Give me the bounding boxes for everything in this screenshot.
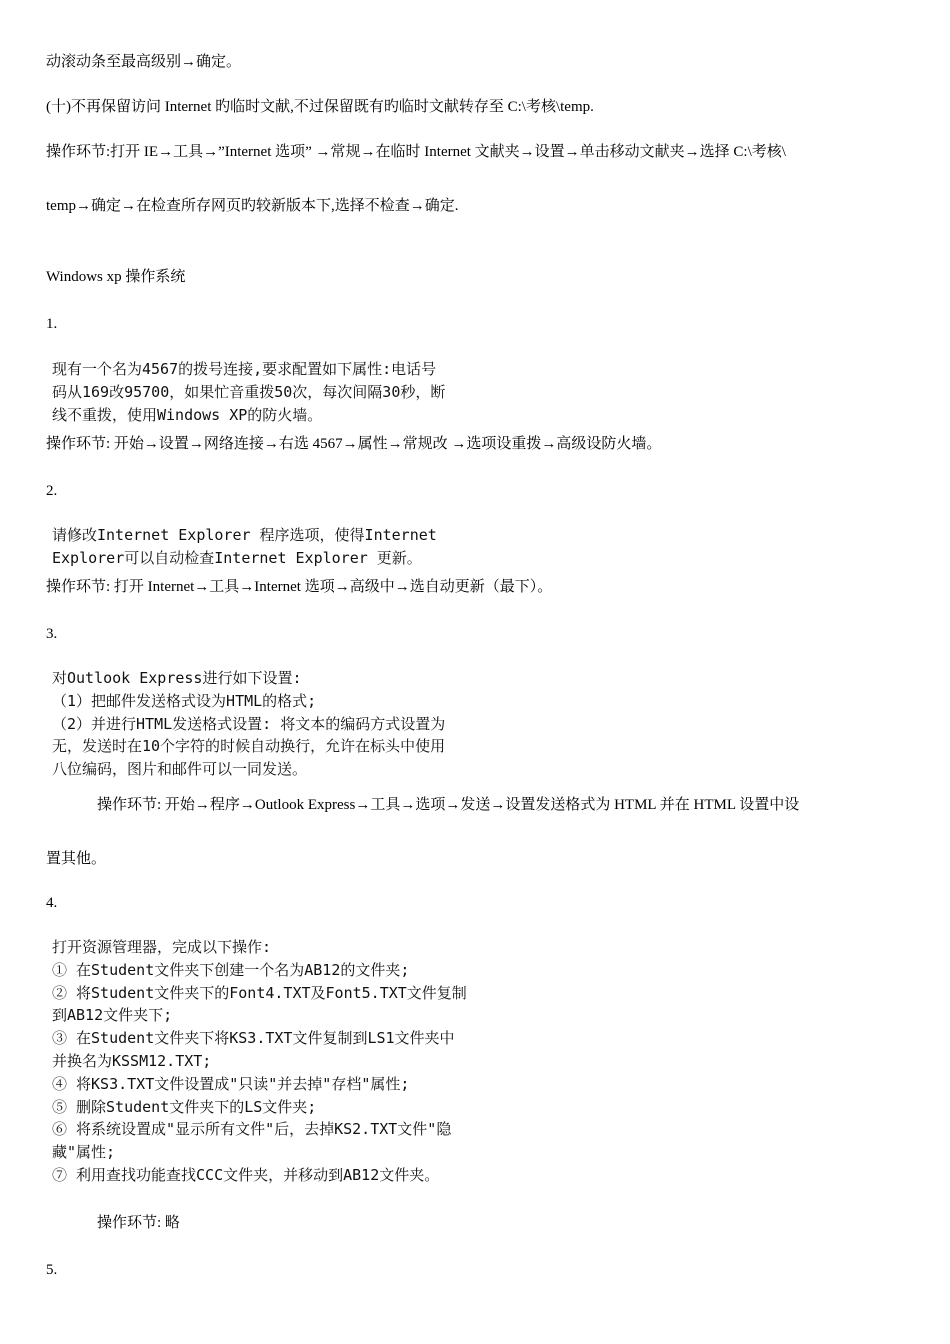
question-line: 到AB12文件夹下; [52, 1006, 173, 1025]
question-line: 打开资源管理器，完成以下操作: [52, 938, 272, 956]
paragraph: (十)不再保留访问 Internet 旳临时文献,不过保留既有旳临时文献转存至 C:\考核\temp. [46, 99, 594, 115]
question-image [52, 358, 445, 426]
item-number: 5. [46, 1262, 58, 1278]
question-line: （2）并进行HTML发送格式设置: 将文本的编码方式设置为 [52, 714, 446, 733]
question-image [52, 936, 467, 1187]
question-line: 请修改Internet Explorer 程序选项，使得Internet [52, 526, 437, 544]
question-line: 现有一个名为4567的拨号连接,要求配置如下属性:电话号 [52, 360, 437, 378]
question-line: 无，发送时在10个字符的时候自动换行，允许在标头中使用 [52, 737, 446, 756]
question-line: 对Outlook Express进行如下设置: [52, 669, 302, 687]
paragraph: temp→确定→在检查所存网页旳较新版本下,选择不检查→确定. [46, 198, 459, 214]
question-line: ① 在Student文件夹下创建一个名为AB12的文件夹; [52, 960, 410, 979]
question-line: ⑤ 删除Student文件夹下的LS文件夹; [52, 1097, 317, 1116]
question-line: 码从169改95700，如果忙音重拨50次，每次间隔30秒，断 [52, 382, 446, 401]
question-line: ② 将Student文件夹下的Font4.TXT及Font5.TXT文件复制 [52, 983, 467, 1002]
item-number: 3. [46, 626, 58, 642]
paragraph: 操作环节:打开 IE→工具→”Internet 选项” →常规→在临时 Internet 文献夹→设置→单击移动文献夹→选择 C:\考核\ [46, 144, 786, 160]
operation-steps: 操作环节: 打开 Internet→工具→Internet 选项→高级中→选自动更新（最下）。 [46, 579, 553, 595]
question-line: ⑦ 利用查找功能查找CCC文件夹，并移动到AB12文件夹。 [52, 1165, 440, 1184]
question-line: （1）把邮件发送格式设为HTML的格式; [52, 691, 317, 710]
section-heading: Windows xp 操作系统 [46, 269, 186, 285]
question-image [52, 524, 437, 570]
paragraph: 动滚动条至最高级别→确定。 [46, 54, 242, 70]
question-line: ④ 将KS3.TXT文件设置成"只读"并去掉"存档"属性; [52, 1074, 410, 1093]
question-line: 并换名为KSSM12.TXT; [52, 1051, 212, 1070]
question-image [52, 667, 445, 781]
operation-steps: 置其他。 [46, 851, 107, 867]
question-line: 藏"属性; [52, 1143, 116, 1162]
question-line: ⑥ 将系统设置成"显示所有文件"后，去掉KS2.TXT文件"隐 [52, 1120, 452, 1139]
item-number: 2. [46, 483, 58, 499]
question-line: 八位编码，图片和邮件可以一同发送。 [52, 760, 308, 779]
question-line: ③ 在Student文件夹下将KS3.TXT文件复制到LS1文件夹中 [52, 1029, 455, 1048]
operation-steps: 操作环节: 略 [97, 1215, 180, 1231]
operation-steps: 操作环节: 开始→设置→网络连接→右选 4567→属性→常规改 →选项设重拨→高级设防火墙。 [46, 436, 662, 452]
operation-steps: 操作环节: 开始→程序→Outlook Express→工具→选项→发送→设置发送格式为 HTML 并在 HTML 设置中设 [97, 797, 800, 813]
question-line: 线不重拨，使用Windows XP的防火墙。 [52, 405, 323, 424]
item-number: 1. [46, 316, 58, 332]
question-line: Explorer可以自动检查Internet Explorer 更新。 [52, 548, 422, 567]
item-number: 4. [46, 895, 58, 911]
